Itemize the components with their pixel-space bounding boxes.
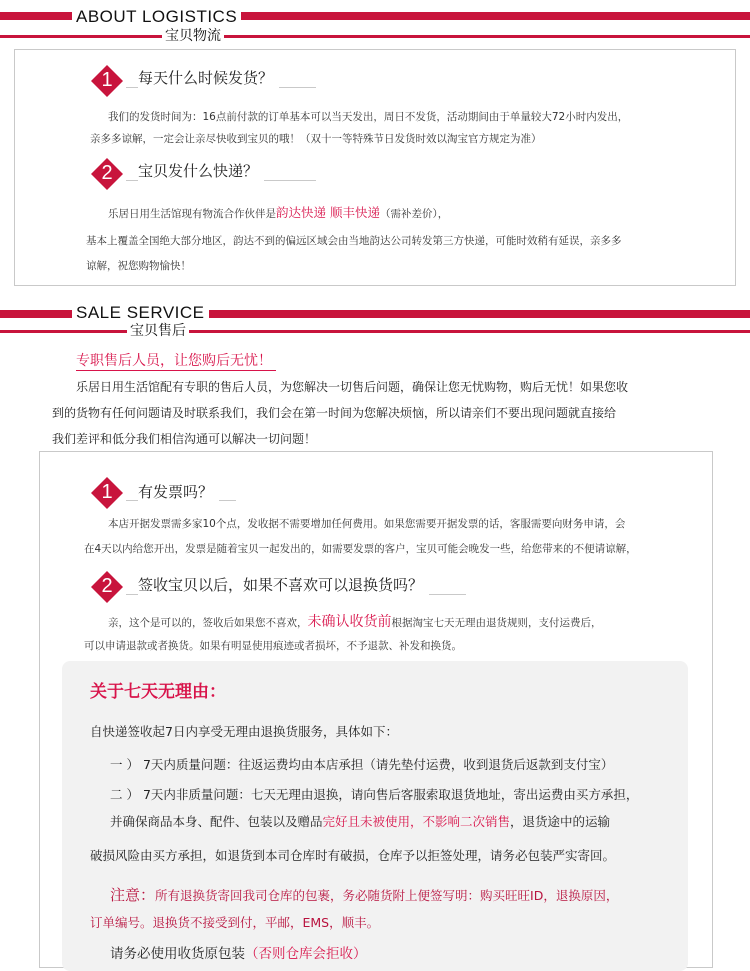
sale-en-title: SALE SERVICE [72, 304, 209, 322]
logistics-cn-title: 宝贝物流 [162, 28, 224, 44]
answer-text: 基本上覆盖全国绝大部分地区，韵达不到的偏远区域会由当地韵达公司转发第三方快递，可能时效稍有延误，亲多多 [86, 235, 622, 247]
answer-text: 乐居日用生活馆现有物流合作伙伴是韵达快递 顺丰快递（需补差价）， [108, 205, 449, 220]
policy-note: 注意：所有退换货寄回我司仓库的包裹，务必随货附上便签写明：购买旺旺ID，退换原因， [110, 886, 619, 904]
number-badge-1: 1 [90, 476, 124, 510]
question-title-courier: 宝贝发什么快递？ [138, 160, 264, 181]
sale-intro: 我们差评和低分我们相信沟通可以解决一切问题！ [52, 432, 317, 446]
unconfirmed-receipt-highlight: 未确认收货前 [307, 614, 392, 630]
question-title-invoice: 有发票吗？ [138, 481, 219, 502]
policy-note: 订单编号。退换货不接受到付，平邮，EMS，顺丰。 [90, 915, 380, 930]
sale-header [0, 298, 750, 338]
number-badge-2: 2 [90, 570, 124, 604]
note-label: 注意： [110, 886, 156, 904]
courier-names: 韵达快递 顺丰快递 [276, 205, 380, 220]
policy-line: 请务必使用收货原包装（否则仓库会拒收） [110, 946, 367, 962]
number-badge-2: 2 [90, 157, 124, 191]
reject-warning: （否则仓库会拒收） [245, 946, 367, 962]
policy-line: 一 ） 7天内质量问题：往返运费均由本店承担（请先垫付运费，收到退货后返款到支付宝） [110, 757, 614, 772]
sale-intro: 到的货物有任何问题请及时联系我们，我们会在第一时间为您解决烦恼，所以请亲们不要出现问题就直接给 [52, 406, 617, 420]
policy-line: 二 ） 7天内非质量问题：七天无理由退换，请向售后客服索取退货地址，寄出运费由买方承担， [110, 787, 639, 802]
seven-day-title: 关于七天无理由： [90, 682, 226, 702]
question-title-return: 签收宝贝以后，如果不喜欢可以退换货吗？ [138, 574, 429, 595]
answer-text: 可以申请退款或者换货。如果有明显使用痕迹或者损坏，不予退款、补发和换货。 [84, 640, 462, 652]
sale-cn-title: 宝贝售后 [127, 323, 189, 339]
condition-highlight: 完好且未被使用，不影响二次销售 [322, 814, 511, 829]
answer-text: 谅解，祝您购物愉快！ [86, 260, 191, 272]
sale-intro: 乐居日用生活馆配有专职的售后人员，为您解决一切售后问题，确保让您无忧购物，购后无忧！如果您收 [76, 380, 629, 394]
sale-slogan: 专职售后人员，让您购后无忧！ [76, 350, 276, 371]
answer-text: 亲，这个是可以的，签收后如果您不喜欢，未确认收货前根据淘宝七天无理由退货规则，支付运费后， [108, 614, 602, 630]
answer-text: 亲多多谅解，一定会让亲尽快收到宝贝的哦！（双十一等特殊节日发货时效以淘宝官方规定为准） [90, 133, 542, 145]
policy-line: 自快递签收起7日内享受无理由退换货服务，具体如下： [90, 724, 398, 739]
policy-line: 并确保商品本身、配件、包装以及赠品完好且未被使用，不影响二次销售，退货途中的运输 [110, 814, 611, 829]
logistics-header [0, 0, 750, 44]
number-badge-1: 1 [90, 64, 124, 98]
logistics-en-title: ABOUT LOGISTICS [72, 8, 241, 26]
policy-line: 破损风险由买方承担，如退货到本司仓库时有破损，仓库予以拒签处理，请务必包装严实寄回。 [90, 848, 616, 863]
answer-text: 我们的发货时间为：16点前付款的订单基本可以当天发出，周日不发货，活动期间由于单量较大72小时内发出， [108, 111, 629, 123]
answer-text: 在4天以内给您开出，发票是随着宝贝一起发出的，如需要发票的客户，宝贝可能会晚发一些，给您带来的不便请谅解， [84, 543, 637, 555]
question-title-shipping-time: 每天什么时候发货？ [138, 67, 279, 88]
answer-text: 本店开据发票需多家10个点，发收据不需要增加任何费用。如果您需要开据发票的话，客服需要向财务申请，会 [108, 518, 626, 530]
